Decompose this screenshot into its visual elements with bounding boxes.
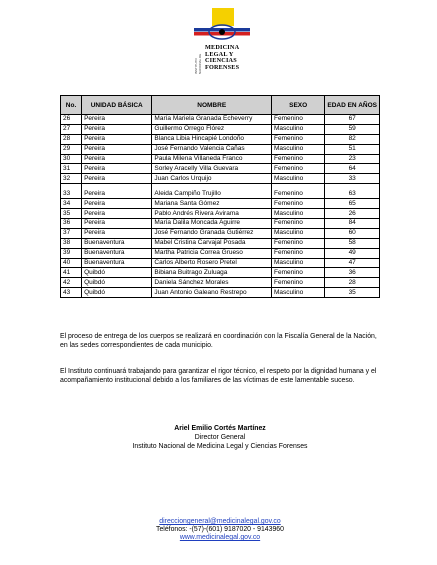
cell-sex: Masculino xyxy=(272,124,325,134)
cell-name: Pablo Andrés Rivera Avirama xyxy=(152,209,272,219)
cell-no: 28 xyxy=(61,134,82,144)
table-row xyxy=(61,154,380,164)
footer-website-link[interactable]: www.medicinalegal.gov.co xyxy=(179,534,261,542)
cell-unit: Pereira xyxy=(82,209,152,219)
cell-no: 26 xyxy=(61,115,82,125)
cell-no: 41 xyxy=(61,268,82,278)
cell-name: Mariana Santa Gómez xyxy=(152,199,272,209)
header-unit: UNIDAD BÁSICA xyxy=(82,96,152,115)
table-row xyxy=(61,199,380,209)
footer-email-link[interactable]: direcciongeneral@medicinalegal.gov.co xyxy=(159,518,281,525)
table-row xyxy=(61,258,380,268)
table-body xyxy=(61,115,380,298)
cell-age: 64 xyxy=(325,164,380,174)
cell-age: 23 xyxy=(325,154,380,164)
logo-line-2: LEGAL Y xyxy=(205,50,234,58)
cell-sex: Masculino xyxy=(272,258,325,268)
cell-age: 67 xyxy=(325,115,380,125)
cell-no: 43 xyxy=(61,288,82,298)
cell-age: 47 xyxy=(325,258,380,268)
paragraph-institute: El Instituto continuará trabajando para garantizar el rigor técnico, el respeto por la dignidad humana y el acompañamiento institucional debido a los familiares de las víctimas de este lamentable suceso. xyxy=(60,368,377,384)
logo-line-4: FORENSES xyxy=(205,63,240,71)
cell-sex: Femenino xyxy=(272,164,325,174)
cell-age: 26 xyxy=(325,209,380,219)
cell-name: María Mariela Granada Echeverry xyxy=(152,115,272,125)
logo-line-3: CIENCIAS xyxy=(205,57,237,65)
header-no: No. xyxy=(61,96,82,115)
table-row xyxy=(61,115,380,125)
cell-unit: Pereira xyxy=(82,144,152,154)
cell-unit: Pereira xyxy=(82,174,152,184)
cell-sex: Femenino xyxy=(272,268,325,278)
table-row xyxy=(61,209,380,219)
cell-sex: Femenino xyxy=(272,238,325,248)
cell-age: 82 xyxy=(325,134,380,144)
cell-unit: Pereira xyxy=(82,228,152,238)
cell-age: 58 xyxy=(325,238,380,248)
cell-no: 32 xyxy=(61,174,82,184)
cell-name: Paula Milena Villaneda Franco xyxy=(152,154,272,164)
signatory-role: Director General xyxy=(194,434,246,442)
cell-age: 59 xyxy=(325,124,380,134)
cell-name: Aleida Campiño Trujillo xyxy=(152,184,272,199)
cell-no: 37 xyxy=(61,228,82,238)
cell-unit: Pereira xyxy=(82,134,152,144)
cell-age: 33 xyxy=(325,174,380,184)
signature-block xyxy=(60,424,380,452)
cell-name: José Fernando Valencia Cañas xyxy=(152,144,272,154)
paragraph-delivery: El proceso de entrega de los cuerpos se realizará en coordinación con la Fiscalía General de la Nación, en las sedes correspondientes de cada municipio. xyxy=(60,333,377,349)
cell-name: José Fernando Granada Gutiérrez xyxy=(152,228,272,238)
cell-name: María Dalila Moncada Aguirre xyxy=(152,219,272,229)
cell-unit: Quibdó xyxy=(82,268,152,278)
cell-age: 84 xyxy=(325,219,380,229)
logo-line-1: MEDICINA xyxy=(205,44,240,51)
cell-no: 36 xyxy=(61,219,82,229)
cell-no: 34 xyxy=(61,199,82,209)
victims-table xyxy=(60,95,380,298)
cell-no: 33 xyxy=(61,184,82,199)
cell-name: Carlos Alberto Rosero Pretel xyxy=(152,258,272,268)
cell-age: 36 xyxy=(325,268,380,278)
cell-unit: Pereira xyxy=(82,164,152,174)
cell-sex: Femenino xyxy=(272,278,325,288)
cell-sex: Femenino xyxy=(272,134,325,144)
cell-sex: Femenino xyxy=(272,184,325,199)
cell-name: Mabel Cristina Carvajal Posada xyxy=(152,238,272,248)
table-row xyxy=(61,219,380,229)
cell-sex: Femenino xyxy=(272,199,325,209)
cell-sex: Masculino xyxy=(272,209,325,219)
header-name: NOMBRE xyxy=(152,96,272,115)
cell-no: 39 xyxy=(61,248,82,258)
cell-name: Sorley Aracelly Villa Guevara xyxy=(152,164,272,174)
logo-small-text: INSTITUTO NACIONAL DE xyxy=(194,53,202,74)
cell-sex: Masculino xyxy=(272,144,325,154)
cell-age: 49 xyxy=(325,248,380,258)
cell-no: 29 xyxy=(61,144,82,154)
cell-age: 51 xyxy=(325,144,380,154)
cell-no: 35 xyxy=(61,209,82,219)
cell-sex: Femenino xyxy=(272,219,325,229)
cell-unit: Quibdó xyxy=(82,288,152,298)
table-header-row xyxy=(61,96,380,115)
cell-name: Bibiana Buitrago Zuluaga xyxy=(152,268,272,278)
cell-unit: Buenaventura xyxy=(82,248,152,258)
cell-name: Martha Patricia Correa Grueso xyxy=(152,248,272,258)
cell-name: Guillermo Orrego Flórez xyxy=(152,124,272,134)
cell-sex: Femenino xyxy=(272,248,325,258)
table-row xyxy=(61,174,380,184)
cell-age: 35 xyxy=(325,288,380,298)
cell-name: Juan Carlos Urquijo xyxy=(152,174,272,184)
cell-age: 28 xyxy=(325,278,380,288)
table-row xyxy=(61,164,380,174)
cell-unit: Pereira xyxy=(82,124,152,134)
table-row xyxy=(61,238,380,248)
cell-no: 38 xyxy=(61,238,82,248)
cell-sex: Femenino xyxy=(272,115,325,125)
cell-unit: Pereira xyxy=(82,154,152,164)
cell-sex: Femenino xyxy=(272,154,325,164)
table-row xyxy=(61,134,380,144)
header-age: EDAD EN AÑOS xyxy=(325,96,380,115)
cell-age: 60 xyxy=(325,228,380,238)
signatory-organization: Instituto Nacional de Medicina Legal y Ciencias Forenses xyxy=(132,443,308,451)
logo-eye-pupil xyxy=(219,29,225,35)
logo-yellow-block xyxy=(212,8,234,26)
cell-sex: Masculino xyxy=(272,288,325,298)
table-row xyxy=(61,144,380,154)
cell-no: 27 xyxy=(61,124,82,134)
cell-unit: Quibdó xyxy=(82,278,152,288)
footer xyxy=(60,518,380,543)
cell-unit: Pereira xyxy=(82,115,152,125)
cell-sex: Masculino xyxy=(272,174,325,184)
table-row xyxy=(61,278,380,288)
cell-age: 63 xyxy=(325,184,380,199)
signatory-name: Ariel Emilio Cortés Martínez xyxy=(174,425,266,432)
table-row xyxy=(61,288,380,298)
cell-name: Daniela Sánchez Morales xyxy=(152,278,272,288)
cell-no: 30 xyxy=(61,154,82,164)
table-row xyxy=(61,228,380,238)
table-row xyxy=(61,124,380,134)
cell-name: Juan Antonio Galeano Restrepo xyxy=(152,288,272,298)
cell-unit: Pereira xyxy=(82,219,152,229)
table-row xyxy=(61,248,380,258)
cell-unit: Pereira xyxy=(82,184,152,199)
cell-unit: Buenaventura xyxy=(82,258,152,268)
footer-phones: Teléfonos: -(57)-(601) 9187020 - 9143960 xyxy=(156,526,284,534)
cell-no: 42 xyxy=(61,278,82,288)
cell-age: 65 xyxy=(325,199,380,209)
cell-sex: Masculino xyxy=(272,228,325,238)
cell-unit: Buenaventura xyxy=(82,238,152,248)
cell-unit: Pereira xyxy=(82,199,152,209)
table-row xyxy=(61,268,380,278)
cell-no: 31 xyxy=(61,164,82,174)
header-sex: SEXO xyxy=(272,96,325,115)
logo-wordmark xyxy=(205,45,265,71)
cell-name: Blanca Libia Hincapié Londoño xyxy=(152,134,272,144)
cell-no: 40 xyxy=(61,258,82,268)
table-row xyxy=(61,184,380,199)
